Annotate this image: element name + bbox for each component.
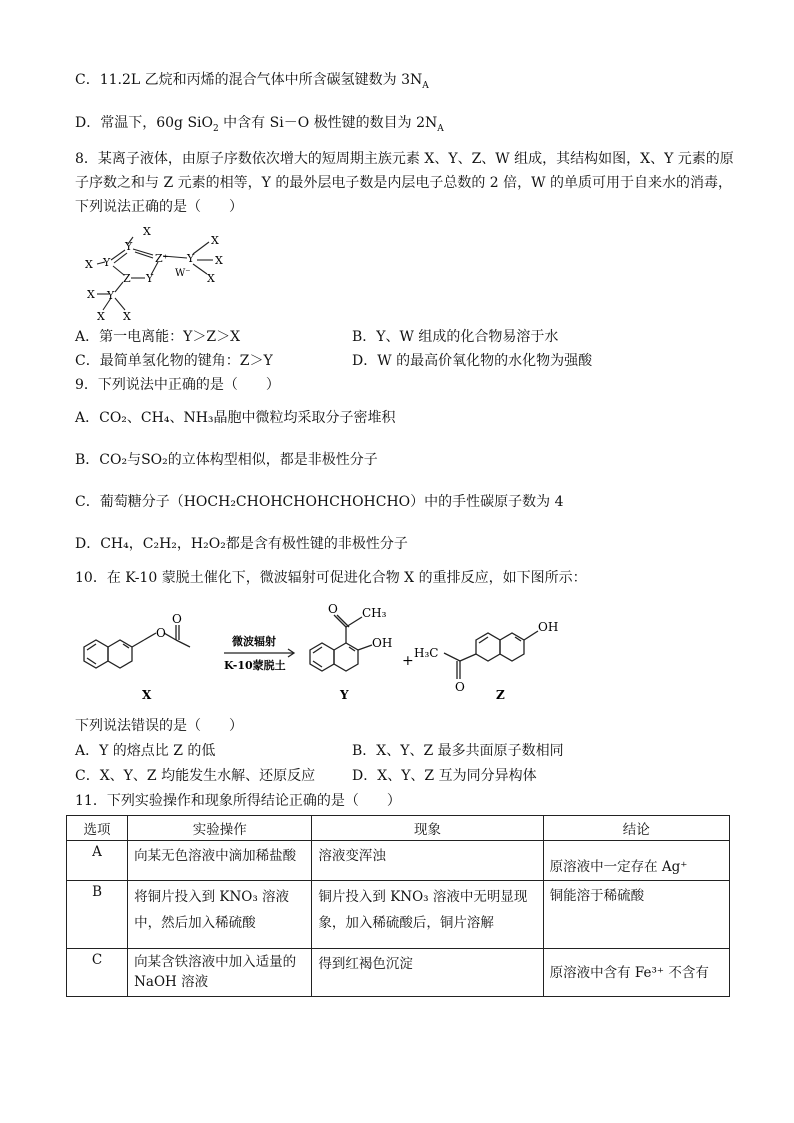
q10-arrow-condition-top: 微波辐射	[232, 635, 276, 648]
svg-text:X: X	[123, 310, 131, 322]
q9-option-c: C．葡萄糖分子（HOCH₂CHOHCHOHCHOHCHO）中的手性碳原子数为 4	[75, 494, 564, 510]
q11-experiment-table	[66, 815, 730, 997]
q8-ionic-liquid-structure	[75, 222, 245, 322]
svg-text:O: O	[172, 612, 182, 626]
svg-text:Y: Y	[103, 256, 111, 269]
q10-arrow-condition-bottom: K-10蒙脱土	[224, 659, 286, 672]
svg-text:Y: Y	[107, 289, 115, 302]
table-header-row	[67, 816, 730, 841]
svg-text:Z⁺: Z⁺	[155, 252, 169, 265]
q10-option-c: C．X、Y、Z 均能发生水解、还原反应	[75, 768, 316, 784]
q7-option-c: C．11.2L 乙烷和丙烯的混合气体中所含碳氢键数为 $3N_A$	[75, 72, 429, 91]
header-phenomenon: 现象	[312, 816, 543, 841]
q8-stem-line1: 8．某离子液体，由原子序数依次增大的短周期主族元素 X、Y、Z、W 组成，其结构如图，X、Y 元素的原	[75, 151, 734, 167]
svg-text:O: O	[328, 602, 338, 616]
table-row: C 向某含铁溶液中加入适量的 NaOH 溶液 得到红褐色沉淀 原溶液中含有 Fe³⁺ 不含有	[67, 949, 730, 997]
q9-option-a: A．CO₂、CH₄、NH₃晶胞中微粒均采取分子密堆积	[75, 410, 396, 426]
svg-text:X: X	[211, 234, 219, 247]
q8-atom-x: X	[143, 225, 151, 238]
header-option: 选项	[67, 816, 128, 841]
svg-text:+: +	[402, 653, 414, 669]
q8-option-b: B．Y、W 组成的化合物易溶于水	[352, 329, 559, 345]
svg-text:Y: Y	[125, 240, 133, 253]
header-operation: 实验操作	[128, 816, 312, 841]
header-conclusion: 结论	[543, 816, 729, 841]
svg-text:X: X	[85, 258, 93, 271]
svg-text:OH: OH	[538, 620, 559, 634]
q9-option-d: D．CH₄，C₂H₂，H₂O₂都是含有极性键的非极性分子	[75, 536, 408, 552]
q10-label-y: Y	[340, 688, 349, 702]
q8-option-d: D．W 的最高价氧化物的水化物为强酸	[352, 353, 593, 369]
table-row: A 向某无色溶液中滴加稀盐酸 溶液变浑浊 原溶液中一定存在 Ag⁺	[67, 841, 730, 881]
q8-option-a: A．第一电离能：Y＞Z＞X	[75, 329, 241, 345]
q10-label-x: X	[142, 688, 152, 702]
q8-option-c: C．最简单氢化物的键角：Z＞Y	[75, 353, 273, 369]
svg-text:CH₃: CH₃	[362, 606, 387, 620]
svg-text:OH: OH	[372, 636, 393, 650]
q10-stem: 10．在 K-10 蒙脱土催化下，微波辐射可促进化合物 X 的重排反应，如下图所示：	[75, 570, 587, 586]
svg-text:X: X	[97, 310, 105, 322]
q8-stem-line2: 子序数之和与 Z 元素的相等，Y 的最外层电子数是内层电子总数的 2 倍，W 的单质可用于自来水的消毒，	[75, 175, 732, 191]
svg-text:Y: Y	[187, 252, 195, 265]
q10-option-a: A．Y 的熔点比 Z 的低	[75, 743, 216, 759]
svg-text:O: O	[455, 680, 465, 694]
q7-option-d: D．常温下，60g SiO$_2$ 中含有 Si－O 极性键的数目为 $2N_A$	[75, 115, 444, 134]
q8-anion: W⁻	[175, 268, 191, 279]
q11-stem: 11．下列实验操作和现象所得结论正确的是（ ）	[75, 793, 401, 809]
svg-text:X: X	[207, 272, 215, 285]
q10-option-b: B．X、Y、Z 最多共面原子数相同	[352, 743, 564, 759]
svg-text:Z: Z	[123, 272, 131, 285]
q9-stem: 9．下列说法中正确的是（ ）	[75, 377, 280, 393]
q9-option-b: B．CO₂与SO₂的立体构型相似，都是非极性分子	[75, 452, 378, 468]
q8-stem-line3: 下列说法正确的是（ ）	[75, 199, 243, 215]
q10-reaction-scheme	[72, 595, 582, 720]
svg-text:X: X	[215, 254, 223, 267]
svg-text:O: O	[156, 626, 166, 640]
svg-text:H₃C: H₃C	[414, 646, 439, 660]
svg-text:Y: Y	[146, 272, 154, 285]
q10-sub-stem: 下列说法错误的是（ ）	[75, 718, 243, 734]
svg-text:X: X	[87, 288, 95, 301]
q10-option-d: D．X、Y、Z 互为同分异构体	[352, 768, 537, 784]
table-row: B 将铜片投入到 KNO₃ 溶液中，然后加入稀硫酸 铜片投入到 KNO₃ 溶液中无明显现象，加入稀硫酸后，铜片溶解 铜能溶于稀硫酸	[67, 881, 730, 949]
q10-label-z: Z	[496, 688, 505, 702]
